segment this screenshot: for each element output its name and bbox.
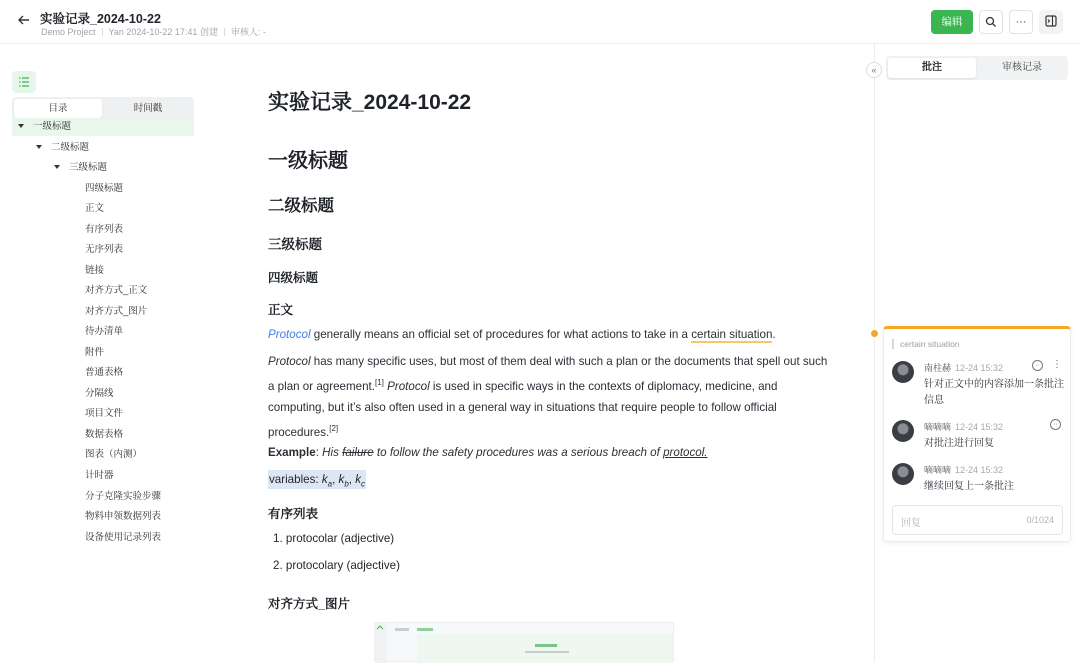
outline-item[interactable]: 对齐方式_正文 — [85, 285, 148, 296]
tab-review-log[interactable]: 审核记录 — [1002, 62, 1042, 73]
emoji-reaction-icon[interactable]: ·· — [1032, 360, 1043, 371]
comment-author: 南柱赫 — [924, 363, 952, 373]
outline-item[interactable]: 链接 — [85, 265, 105, 276]
subscript-c: c — [361, 479, 366, 489]
var-k: k — [338, 473, 345, 486]
paragraph-2 — [268, 351, 828, 443]
paragraph-text: : — [315, 446, 323, 459]
panel-toggle-icon[interactable] — [1039, 10, 1063, 34]
paragraph-text: has many specific uses, but most of them deal with such a plan or the documents that spell out such a plan or agreement. — [268, 355, 828, 393]
annotated-text[interactable]: certain situation — [691, 328, 773, 341]
avatar — [892, 361, 914, 383]
back-arrow-icon[interactable] — [15, 13, 33, 31]
emoji-reaction-icon[interactable]: ·· — [1050, 419, 1061, 430]
outline-item[interactable]: 对齐方式_图片 — [85, 306, 148, 317]
outline-item[interactable]: 分隔线 — [85, 388, 114, 399]
example-paragraph — [268, 442, 828, 463]
comment-time: 12-24 15:32 — [955, 422, 1004, 432]
outline-item[interactable]: 设备使用记录列表 — [85, 532, 162, 543]
outline-item[interactable]: 图表（内测） — [85, 449, 143, 460]
outline-item-h2[interactable] — [36, 139, 89, 157]
comment-anchor-dot[interactable] — [871, 330, 878, 337]
search-icon[interactable] — [979, 10, 1003, 34]
edit-button[interactable]: 编辑 — [931, 10, 973, 34]
list-item: 2. protocolary (adjective) — [273, 559, 400, 572]
variables-highlight: variables: $k_a$, $k_b$, $k_c$ — [268, 470, 366, 489]
comment-time: 12-24 15:32 — [955, 363, 1004, 373]
creator-info: Yan 2024-10-22 17:41 创建 — [108, 27, 218, 37]
outline-item[interactable]: 普通表格 — [85, 367, 124, 378]
outline-item[interactable]: 项目文件 — [85, 408, 124, 419]
top-bar — [0, 0, 1080, 44]
comment-text: 继续回复上一条批注 — [924, 481, 1014, 492]
example-label: Example — [268, 446, 316, 459]
outline-item[interactable]: 附件 — [85, 347, 105, 358]
collapse-panel-icon[interactable]: « — [866, 62, 882, 78]
comment-thread[interactable] — [883, 326, 1071, 542]
paragraph-text: . — [772, 328, 776, 341]
tab-comments[interactable]: 批注 — [888, 58, 976, 78]
underlined-text: protocol. — [663, 446, 708, 459]
comment-header — [924, 463, 1003, 476]
caret-down-icon[interactable] — [54, 165, 60, 169]
reply-input[interactable] — [892, 505, 1063, 535]
var-k: k — [355, 473, 362, 486]
outline-list-icon[interactable] — [12, 71, 36, 93]
outline-item[interactable]: 物料申领数据列表 — [85, 511, 162, 522]
variables-label: variables: — [269, 473, 322, 486]
outline-item-label: 一级标题 — [33, 121, 72, 132]
more-vertical-icon[interactable]: ⋮ — [1052, 359, 1062, 370]
embedded-image[interactable] — [374, 622, 674, 662]
document-heading: 实验记录_2024-10-22 — [268, 91, 472, 114]
panel-tabs — [886, 56, 1068, 80]
panel-divider — [874, 44, 875, 662]
paragraph-text: generally means an official set of procedures for what actions to take in a — [310, 328, 692, 341]
footnote-ref-2[interactable]: [2] — [329, 423, 339, 433]
comment-time: 12-24 15:32 — [955, 465, 1004, 475]
heading-4: 四级标题 — [268, 271, 319, 285]
outline-item[interactable]: 正文 — [85, 203, 105, 214]
reviewer-info: 审核人: - — [230, 27, 266, 37]
comment-text: 针对正文中的内容添加一条批注信息 — [924, 379, 1064, 406]
tab-toc[interactable]: 目录 — [14, 99, 102, 118]
strikethrough-text: failure — [342, 446, 374, 459]
comment-header — [924, 420, 1003, 433]
outline-item[interactable]: 待办清单 — [85, 326, 124, 337]
comment-text: 对批注进行回复 — [924, 438, 994, 449]
caret-down-icon[interactable] — [18, 124, 24, 128]
paragraph-text: Protocol — [268, 355, 311, 368]
project-name: Demo Project — [41, 27, 96, 37]
avatar — [892, 463, 914, 485]
paragraph-text: is used in specific ways in the contexts of diplomacy, medicine, and computing, but it’s also often used in a general way in situations that require people to follow official procedures. — [268, 379, 778, 439]
outline-item-label: 三级标题 — [69, 162, 108, 173]
avatar — [892, 420, 914, 442]
outline-item[interactable]: 有序列表 — [85, 224, 124, 235]
list-item: 1. protocolar (adjective) — [273, 532, 395, 545]
more-button[interactable]: ··· — [1009, 10, 1033, 34]
paragraph-text: Protocol — [383, 379, 430, 393]
tab-timestamp[interactable]: 时间戳 — [133, 103, 163, 114]
outline-item[interactable]: 分子克隆实验步骤 — [85, 491, 162, 502]
paragraph-text: His — [322, 446, 343, 459]
outline-item[interactable]: 无序列表 — [85, 244, 124, 255]
outline-item[interactable]: 四级标题 — [85, 183, 124, 194]
subscript-b: b — [344, 479, 349, 489]
ordered-list-heading: 有序列表 — [268, 507, 319, 521]
outline-tabs — [12, 97, 194, 120]
reply-placeholder: 回复 — [901, 518, 921, 529]
outline-item[interactable]: 数据表格 — [85, 429, 124, 440]
footnote-ref-1[interactable]: [1] — [375, 378, 384, 387]
paragraph-text: to follow the safety procedures was a serious breach of — [373, 446, 664, 459]
comment-header — [924, 361, 1003, 374]
quoted-text: certain situation — [892, 339, 960, 349]
outline-item-label: 二级标题 — [51, 142, 90, 153]
outline-item-h1[interactable] — [12, 118, 194, 136]
document-title: 实验记录_2024-10-22 — [40, 12, 161, 26]
subscript-a: a — [327, 479, 333, 489]
outline-item-h3[interactable] — [54, 159, 107, 177]
caret-down-icon[interactable] — [36, 145, 42, 149]
heading-3: 三级标题 — [268, 237, 322, 252]
heading-2: 二级标题 — [268, 197, 334, 215]
outline-item[interactable]: 计时器 — [85, 470, 114, 481]
paragraph-1 — [268, 324, 828, 345]
reply-char-count: 0/1024 — [1026, 515, 1054, 525]
document-meta — [41, 25, 266, 38]
protocol-link[interactable]: Protocol — [268, 328, 311, 341]
comment-author: 嘀嘀嘀 — [924, 465, 952, 475]
var-k: k — [321, 473, 328, 486]
image-heading: 对齐方式_图片 — [268, 597, 350, 611]
heading-body: 正文 — [268, 303, 294, 317]
comment-author: 嘀嘀嘀 — [924, 422, 952, 432]
heading-1: 一级标题 — [268, 150, 348, 172]
